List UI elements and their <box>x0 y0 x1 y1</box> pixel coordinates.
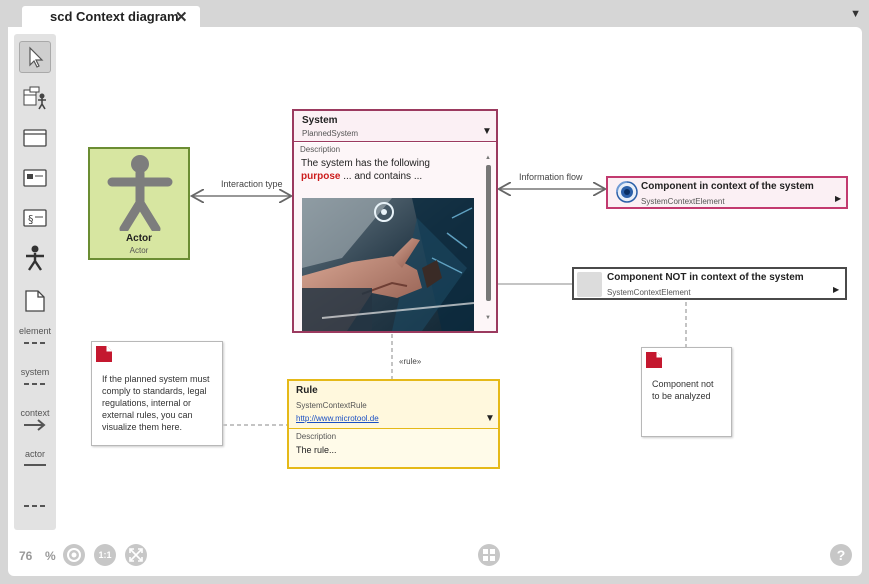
actor-name: Actor <box>125 233 153 244</box>
tab-menu-icon[interactable]: ▼ <box>850 8 861 20</box>
system-description-text <box>301 157 487 183</box>
note-standards-text <box>102 373 220 433</box>
component-out-of-context-node[interactable] <box>572 267 847 300</box>
rule-description-text: The rule... <box>296 445 337 455</box>
note-line: Component not <box>652 379 714 389</box>
actor-tool[interactable] <box>19 242 51 274</box>
actor-connector-tool[interactable] <box>24 463 46 467</box>
interaction-label: Interaction type <box>221 179 283 189</box>
component-out-type: SystemContextElement <box>607 288 691 297</box>
palette-label-element: element <box>18 326 52 336</box>
target-icon <box>67 548 81 562</box>
hand-technology-image <box>302 198 474 331</box>
rule-stereotype-label: «rule» <box>399 357 422 366</box>
rule-type: SystemContextRule <box>296 401 367 410</box>
rule-description-label: Description <box>296 432 337 441</box>
component-in-expand-icon[interactable]: ▶ <box>835 194 842 203</box>
actor-node[interactable] <box>88 147 190 260</box>
element-icon <box>23 169 47 187</box>
system-connector-tool[interactable] <box>24 382 46 386</box>
element-connector-tool[interactable] <box>24 341 46 345</box>
system-collapse-icon[interactable]: ▼ <box>482 126 492 137</box>
zoom-fit-button[interactable] <box>63 544 85 566</box>
system-image <box>302 198 474 331</box>
desc-purpose: purpose <box>301 171 341 182</box>
system-description-label: Description <box>300 145 341 154</box>
note-line: external rules, you can <box>102 410 193 420</box>
pointer-tool[interactable] <box>19 41 51 73</box>
actor-figure-icon <box>106 153 174 231</box>
dashed-connector-tool[interactable] <box>24 504 46 508</box>
system-title: System <box>302 115 338 126</box>
zoom-percent: % <box>45 549 56 563</box>
scroll-thumb[interactable] <box>486 165 491 301</box>
desc-line1: The system has the following <box>301 158 430 169</box>
component-out-expand-icon[interactable]: ▶ <box>833 285 840 294</box>
block-tool[interactable] <box>19 122 51 154</box>
close-icon[interactable]: ✕ <box>175 9 188 26</box>
note-line: If the planned system must <box>102 374 210 384</box>
scroll-down-icon[interactable]: ▼ <box>485 315 491 321</box>
palette <box>14 34 56 530</box>
system-header <box>294 111 496 142</box>
expand-icon <box>129 548 143 562</box>
rule-link[interactable]: http://www.microtool.de <box>296 414 379 423</box>
desc-rest: ... and contains ... <box>340 171 423 182</box>
context-arrow-icon[interactable] <box>24 419 48 431</box>
information-label: Information flow <box>519 172 583 182</box>
note-line: to be analyzed <box>652 391 711 401</box>
zoom-one-to-one-button[interactable]: 1:1 <box>94 544 116 566</box>
note-red-icon <box>96 346 112 362</box>
rule-title: Rule <box>296 385 318 396</box>
palette-label-context: context <box>20 408 50 418</box>
note-not-analyzed-text <box>652 378 730 402</box>
note-icon <box>24 289 46 313</box>
palette-label-actor: actor <box>24 449 45 459</box>
component-out-title: Component NOT in context of the system <box>607 272 804 283</box>
component-in-title: Component in context of the system <box>641 181 814 192</box>
actor-type: Actor <box>129 246 149 255</box>
element-tool[interactable] <box>19 162 51 194</box>
svg-text:§: § <box>28 213 34 226</box>
context-diagram-tool[interactable] <box>19 82 51 114</box>
rule-node[interactable] <box>287 379 500 469</box>
note-line: regulations, internal or <box>102 398 192 408</box>
component-in-type: SystemContextElement <box>641 197 725 206</box>
system-actor-icon <box>22 86 48 110</box>
component-placeholder-icon <box>577 272 602 297</box>
component-in-context-node[interactable] <box>606 176 848 209</box>
grid-layout-icon <box>482 548 496 562</box>
fullscreen-button[interactable] <box>125 544 147 566</box>
note-not-analyzed[interactable] <box>641 347 732 437</box>
rule-collapse-icon[interactable]: ▼ <box>485 413 495 424</box>
note-line: comply to standards, legal <box>102 386 207 396</box>
help-button[interactable]: ? <box>830 544 852 566</box>
paragraph-icon <box>23 209 47 227</box>
note-line: visualize them here. <box>102 422 183 432</box>
actor-icon <box>24 245 46 271</box>
scroll-up-icon[interactable]: ▲ <box>485 155 491 161</box>
system-description-panel <box>294 143 496 331</box>
note-red-icon <box>646 352 662 368</box>
block-icon <box>23 129 47 147</box>
palette-label-system: system <box>20 367 50 377</box>
note-tool[interactable] <box>19 285 51 317</box>
component-logo-icon <box>616 181 638 203</box>
note-standards[interactable] <box>91 341 223 446</box>
system-node[interactable] <box>292 109 498 333</box>
rule-tool[interactable] <box>19 202 51 234</box>
system-description-scrollbar[interactable] <box>485 155 491 321</box>
cursor-icon <box>26 46 44 68</box>
system-type: PlannedSystem <box>302 129 359 138</box>
overview-button[interactable] <box>478 544 500 566</box>
rule-header <box>289 381 498 429</box>
tab-label: scd Context diagram <box>50 9 179 24</box>
zoom-value: 76 <box>19 549 33 563</box>
